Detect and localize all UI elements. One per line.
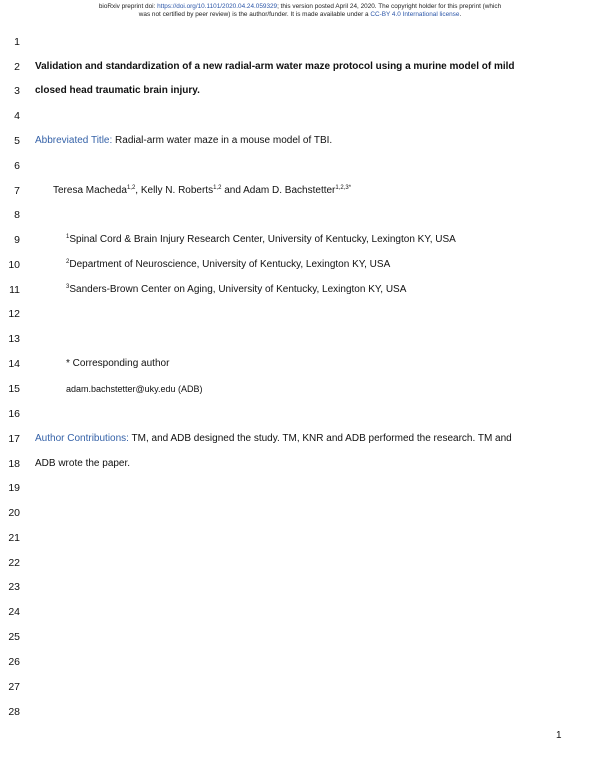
author-contributions-label: Author Contributions: (35, 433, 129, 444)
affiliation-1 (66, 234, 456, 246)
line-number: 20 (8, 507, 20, 519)
line-number: 11 (9, 284, 20, 296)
header-line-2 (0, 11, 600, 19)
affiliation-text: Spinal Cord & Brain Injury Research Center, University of Kentucky, Lexington KY, USA (69, 234, 456, 245)
paper-title-line-2: closed head traumatic brain injury. (35, 85, 200, 96)
header-line-1 (0, 3, 600, 11)
paper-title-line-1: Validation and standardization of a new radial-arm water maze protocol using a murine model of mild (35, 61, 515, 72)
affiliation-text: Sanders-Brown Center on Aging, University of Kentucky, Lexington KY, USA (69, 284, 407, 295)
line-number: 18 (8, 458, 20, 470)
line-number: 8 (14, 209, 20, 221)
author-name: , Kelly N. Roberts (135, 185, 214, 196)
author-contributions-line-2: ADB wrote the paper. (35, 458, 131, 469)
line-number: 16 (8, 408, 20, 420)
header-line-1-suffix: ; this version posted April 24, 2020. The copyright holder for this preprint (which (277, 3, 502, 10)
corresponding-email[interactable]: adam.bachstetter@uky.edu (ADB) (66, 384, 203, 394)
line-number: 14 (8, 358, 20, 370)
line-number: 24 (8, 606, 20, 618)
affiliation-2 (66, 259, 390, 271)
line-number: 6 (14, 160, 20, 172)
doi-link[interactable]: https://doi.org/10.1101/2020.04.24.059329 (157, 3, 278, 10)
line-number: 12 (8, 308, 20, 320)
affiliation-number: 3 (66, 284, 70, 290)
line-number: 15 (8, 383, 20, 395)
line-number: 3 (14, 85, 20, 97)
author-affiliation-sup: 1,2 (213, 185, 222, 191)
line-number: 7 (14, 185, 20, 197)
line-number: 5 (14, 135, 20, 147)
line-number: 26 (8, 656, 20, 668)
line-number: 1 (14, 36, 20, 48)
line-number: 25 (8, 631, 20, 643)
author-name: and Adam D. Bachstetter (221, 185, 336, 196)
header-line-2-suffix: . (459, 11, 462, 18)
affiliation-number: 2 (66, 259, 70, 265)
line-number: 19 (8, 482, 20, 494)
header-line-1-prefix: bioRxiv preprint doi: (98, 3, 158, 10)
affiliation-3 (66, 284, 406, 296)
line-number: 10 (8, 259, 20, 271)
abbreviated-title-text: Radial-arm water maze in a mouse model of TBI. (112, 135, 333, 146)
header-line-2-prefix: was not certified by peer review) is the author/funder. It is made available under a (138, 11, 371, 18)
author-contributions-text: TM, and ADB designed the study. TM, KNR and ADB performed the research. TM and (128, 433, 512, 444)
line-number: 27 (8, 681, 20, 693)
author-name: Teresa Macheda (53, 185, 127, 196)
author-list (53, 185, 351, 197)
author-affiliation-sup: 1,2 (126, 185, 136, 191)
preprint-header (0, 3, 600, 19)
page-number: 1 (556, 730, 562, 741)
line-number: 13 (8, 333, 20, 345)
line-number: 2 (14, 61, 20, 73)
abbreviated-title (35, 135, 332, 147)
line-number: 22 (8, 557, 20, 569)
line-number: 21 (8, 532, 20, 544)
license-link[interactable]: CC-BY 4.0 International license (370, 11, 460, 18)
abbreviated-title-label: Abbreviated Title: (35, 135, 113, 146)
line-number: 23 (8, 581, 20, 593)
author-affiliation-sup: 1,2,3* (335, 185, 352, 191)
affiliation-text: Department of Neuroscience, University of Kentucky, Lexington KY, USA (69, 259, 391, 270)
affiliation-number: 1 (66, 234, 70, 240)
corresponding-author-label: * Corresponding author (66, 358, 170, 369)
line-number: 4 (14, 110, 20, 122)
line-number: 17 (8, 433, 20, 445)
line-number: 9 (14, 234, 20, 246)
line-number: 28 (8, 706, 20, 718)
author-contributions (35, 433, 512, 445)
